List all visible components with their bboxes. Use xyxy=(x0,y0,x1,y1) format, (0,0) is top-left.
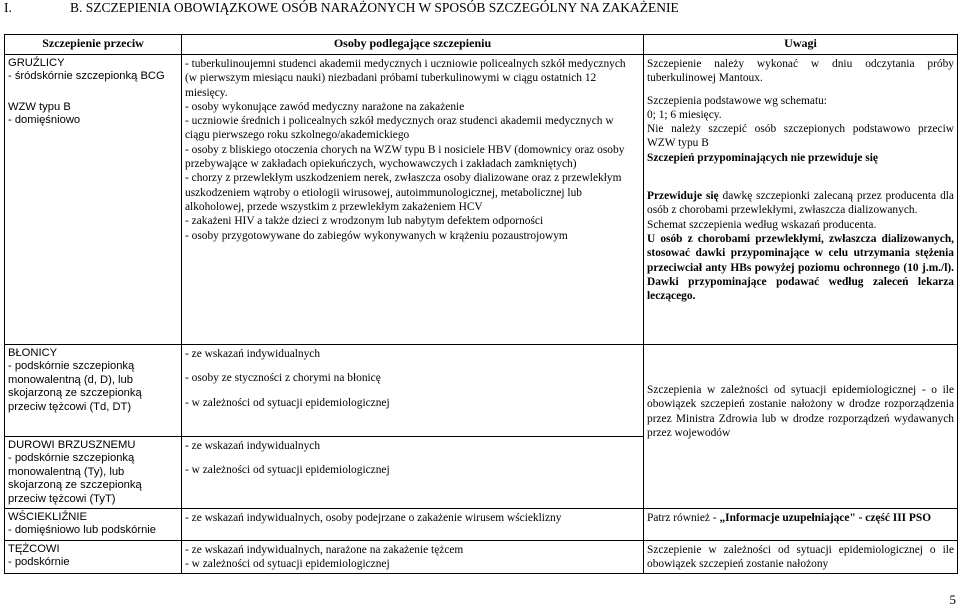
table-row xyxy=(5,509,958,541)
notes-cell xyxy=(644,540,958,574)
spacer xyxy=(8,84,178,97)
note-bcg: Szczepienie należy wykonać w dniu odczytania próby tuberkulinowej Mantoux. xyxy=(647,58,954,85)
person-group: - uczniowie średnich i policealnych szkół medycznych oraz studenci akademii medycznych w ciągu pierwszego roku szkolnego/akademickiego xyxy=(185,115,614,142)
vaccine-method: - domięśniowo lub podskórnie xyxy=(8,524,157,537)
note-wzw-booster-chronic: U osób z chorobami przewlekłymi, zwłaszcza dializowanych, stosować dawki przypominające w celu utrzymania stężenia przeciwciał anty HBs powyżej poziomu ochronnego (10 j.m./l). Dawki przypominające podawać według zaleceń lekarza leczącego. xyxy=(647,232,954,303)
persons-cell xyxy=(182,345,644,437)
table-header-row xyxy=(5,35,958,55)
vaccine-name: WŚCIEKLIŹNIE xyxy=(8,511,87,524)
person-group: - w zależności od sytuacji epidemiologicznej xyxy=(185,558,390,571)
table-row xyxy=(5,55,958,345)
person-group: - chorzy z przewlekłym uszkodzeniem nerek, zwłaszcza osoby dializowane oraz z przewlekłym uszkodzeniem wątroby o etiologii wirusowej, autoimmunologicznej, metabolicznej lub alkoholowej, przede wszystkim z przewlekłym zakażeniem HCV xyxy=(185,172,622,213)
person-group: - w zależności od sytuacji epidemiologicznej xyxy=(185,396,390,409)
vaccine-method: - śródskórnie szczepionką BCG xyxy=(8,70,165,83)
note-wzw-no-booster: Szczepień przypominających nie przewiduje się xyxy=(647,151,878,164)
person-group: - ze wskazań indywidualnych xyxy=(185,440,321,452)
spacer xyxy=(647,347,954,383)
column-header-persons: Osoby podlegające szczepieniu xyxy=(182,35,644,55)
section-number: I. xyxy=(4,0,12,15)
persons-cell xyxy=(182,437,644,509)
note-bold-lead: Przewiduje się xyxy=(647,190,719,203)
spacer xyxy=(185,453,640,463)
spacer xyxy=(647,165,954,189)
spacer xyxy=(185,361,640,371)
vaccine-name: TĘŻCOWI xyxy=(8,542,60,555)
vaccine-cell xyxy=(5,540,182,574)
note-wzw-primary: Nie należy szczepić osób szczepionych podstawowo przeciw WZW typu B xyxy=(647,123,954,150)
note-wzw-chronic xyxy=(647,189,954,218)
note-tetanus: Szczepienie w zależności od sytuacji epidemiologicznej o ile obowiązek szczepień zostanie nałożony xyxy=(647,543,954,571)
person-group: - w zależności od sytuacji epidemiologicznej xyxy=(185,464,390,477)
vaccine-method: - podskórnie xyxy=(8,556,70,569)
note-prefix: Patrz również - xyxy=(647,512,720,525)
notes-cell xyxy=(644,345,958,509)
table-row xyxy=(5,345,958,437)
vaccine-name: GRUŹLICY xyxy=(8,57,65,69)
vaccine-name: BŁONICY xyxy=(8,347,58,359)
person-group: - zakażeni HIV a także dzieci z wrodzonym lub nabytym defektem odporności xyxy=(185,215,544,228)
person-group: - osoby ze styczności z chorymi na błonicę xyxy=(185,372,381,385)
vaccine-method: - domięśniowo xyxy=(8,114,81,127)
spacer xyxy=(185,386,640,396)
person-group: - osoby z bliskiego otoczenia chorych na WZW typu B i nosiciele HBV (domownicy oraz osoby przebywające w zakładach opiekuńczych, wychowawczych i zakładach zamkniętych) xyxy=(185,143,625,171)
vaccine-name: WZW typu B xyxy=(8,100,71,113)
note-text: dawkę szczepionki zalecaną przez producenta dla osób z chorobami przewlekłymi, zwłaszcza dializowanych. xyxy=(647,190,954,217)
vaccine-cell xyxy=(5,345,182,437)
vaccine-method: - podskórnie szczepionką monowalentną (Ty), lub skojarzoną ze szczepionką przeciw tężcowi (TyT) xyxy=(8,452,142,505)
vaccine-cell xyxy=(5,509,182,541)
column-header-notes: Uwagi xyxy=(644,35,958,55)
persons-cell xyxy=(182,509,644,541)
note-wzw-months: 0; 1; 6 miesięcy. xyxy=(647,108,722,121)
note-wzw-schema: Schemat szczepienia według wskazań producenta. xyxy=(647,218,877,231)
section-title: B. SZCZEPIENIA OBOWIĄZKOWE OSÓB NARAŻONYCH W SPOSÓB SZCZEGÓLNY NA ZAKAŻENIE xyxy=(70,0,679,15)
person-group: - ze wskazań indywidualnych xyxy=(185,348,321,360)
notes-cell xyxy=(644,509,958,541)
vaccine-cell xyxy=(5,55,182,345)
page-number: 5 xyxy=(949,592,956,607)
vaccine-method: - podskórnie szczepionką monowalentną (d, D), lub skojarzoną ze szczepionką przeciw tężcowi (Td, DT) xyxy=(8,360,142,413)
spacer xyxy=(647,86,954,94)
table-row xyxy=(5,540,958,574)
vaccine-cell xyxy=(5,437,182,509)
vaccination-table xyxy=(4,34,958,574)
person-group: - tuberkulinoujemni studenci akademii medycznych i uczniowie policealnych szkół medycznych (w pierwszym miesiącu nauki) niezbadani próbami tuberkulinowymi w ciągu ostatnich 12 miesięcy. xyxy=(185,58,626,99)
persons-cell xyxy=(182,540,644,574)
column-header-vaccine: Szczepienie przeciw xyxy=(5,35,182,55)
vaccine-name: DUROWI BRZUSZNEMU xyxy=(8,439,136,451)
person-group: - ze wskazań indywidualnych, osoby podejrzane o zakażenie wirusem wścieklizny xyxy=(185,512,562,525)
person-group: - ze wskazań indywidualnych, narażone na zakażenie tężcem xyxy=(185,543,464,556)
persons-cell xyxy=(182,55,644,345)
note-reference: „Informacje uzupełniające" - część III PSO xyxy=(719,512,932,525)
note-wzw-schedule: Szczepienia podstawowe wg schematu: xyxy=(647,94,827,107)
note-epidemiological: Szczepienia w zależności od sytuacji epidemiologicznej - o ile obowiązek szczepień zostanie nałożony w drodze rozporządzenia przez Ministra Zdrowia lub w drodze rozporządzeń wydawanych przez wojewodów xyxy=(647,384,954,439)
section-heading xyxy=(4,0,679,16)
person-group: - osoby przygotowywane do zabiegów wykonywanych w krążeniu pozaustrojowym xyxy=(185,229,568,242)
notes-cell xyxy=(644,55,958,345)
person-group: - osoby wykonujące zawód medyczny narażone na zakażenie xyxy=(185,100,465,113)
